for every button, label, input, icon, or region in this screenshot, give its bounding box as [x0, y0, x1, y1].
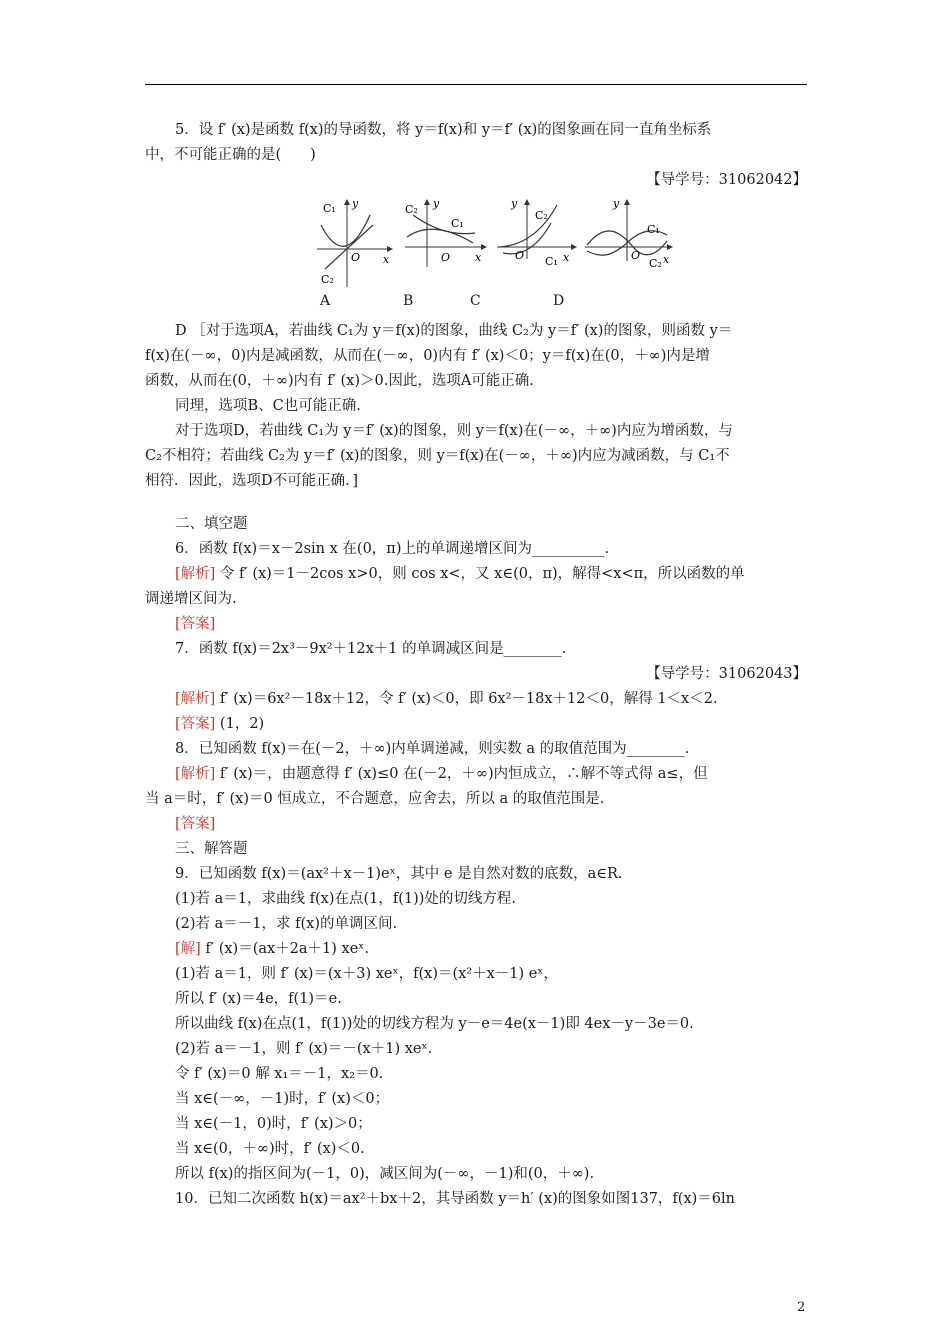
document-body	[145, 118, 807, 1212]
solution-5-line-6: C₂不相符；若曲线 C₂为 y＝f′ (x)的图象，则 y＝f(x)在(－∞，＋∞)内应为减函数，与 C₁不	[145, 448, 730, 464]
solution-5-line-3: 函数，从而在(0，＋∞)内有 f′ (x)＞0.因此，选项A可能正确.	[145, 373, 534, 389]
solution-9-line-1: (1)若 a＝1，则 f′ (x)＝(x＋3) xeˣ，f(x)＝(x²＋x－1) eˣ，	[175, 966, 559, 982]
figure-b-graph	[403, 197, 488, 289]
answer-tag: [答案]	[175, 816, 216, 832]
figure-d-c2: C₂	[649, 257, 662, 270]
solution-5-line-4: 同理，选项B、C也可能正确.	[175, 398, 361, 414]
figure-label-a: A	[320, 293, 331, 309]
figure-a-graph	[315, 197, 395, 289]
solution-9-line-9: 所以 f(x)的指区间为(－1，0)，减区间为(－∞，－1)和(0，＋∞).	[175, 1166, 595, 1182]
figure-label-b: B	[403, 293, 414, 309]
question-9-part-1: (1)若 a＝1，求曲线 f(x)在点(1，f(1))处的切线方程.	[175, 891, 517, 907]
question-9: 9．已知函数 f(x)＝(ax²＋x－1)eˣ，其中 e 是自然对数的底数，a∈R.	[175, 866, 623, 882]
figure-label-c: C	[470, 293, 481, 309]
figure-b-c2: C₂	[405, 203, 418, 216]
figure-d	[583, 197, 675, 289]
solution-9-line-0	[145, 937, 807, 962]
solution-9-line-6: 当 x∈(－∞，－1)时，f′ (x)＜0；	[175, 1091, 390, 1107]
figure-c-origin: O	[515, 249, 525, 262]
analysis-6-line-2: 调递增区间为.	[145, 591, 237, 607]
answer-8	[145, 812, 807, 837]
figure-a	[315, 197, 395, 289]
solution-5-line-5: 对于选项D，若曲线 C₁为 y＝f′ (x)的图象，则 y＝f(x)在(－∞，＋∞)内应为增函数，与	[175, 423, 733, 439]
figure-b-origin: O	[441, 251, 451, 264]
analysis-7	[145, 687, 807, 712]
analysis-7-text: f′ (x)＝6x²－18x＋12，令 f′ (x)＜0，即 6x²－18x＋12＜0，解得 1＜x＜2.	[215, 691, 718, 707]
figure-b-c1: C₁	[451, 217, 464, 230]
answer-6	[145, 612, 807, 637]
figure-options	[145, 197, 807, 319]
figure-c	[495, 197, 577, 289]
figure-b	[403, 197, 488, 289]
header-rule	[145, 84, 807, 85]
solution-5-line-1: D ［对于选项A，若曲线 C₁为 y＝f(x)的图象，曲线 C₂为 y＝f′ (x)的图象，则函数 y＝	[175, 323, 733, 339]
question-10: 10．已知二次函数 h(x)＝ax²＋bx＋2，其导函数 y＝h′ (x)的图象如图137，f(x)＝6ln	[175, 1191, 735, 1207]
solution-9-line-7: 当 x∈(－1，0)时，f′ (x)＞0；	[175, 1116, 372, 1132]
section-fill-in-heading: 二、填空题	[175, 516, 248, 532]
question-9-part-2: (2)若 a＝－1，求 f(x)的单调区间.	[175, 916, 398, 932]
figure-c-y-label: y	[511, 197, 518, 210]
figure-d-origin: O	[631, 249, 641, 262]
page-number: 2	[797, 1300, 806, 1315]
question-5-line-2: 中，不可能正确的是( )	[145, 147, 316, 163]
answer-7	[145, 712, 807, 737]
figure-b-x-label: x	[475, 251, 482, 264]
solution-9-line-4: (2)若 a＝－1，则 f′ (x)＝－(x＋1) xeˣ.	[175, 1041, 433, 1057]
solution-9-line-8: 当 x∈(0，＋∞)时，f′ (x)＜0.	[175, 1141, 365, 1157]
figure-c-c2: C₂	[535, 209, 548, 222]
figure-c-graph	[495, 197, 577, 289]
guide-number-1: 【导学号：31062042】	[646, 172, 807, 188]
solution-tag: [解]	[175, 941, 201, 957]
figure-a-x-label: x	[383, 253, 390, 266]
solution-9-line-5: 令 f′ (x)＝0 解 x₁＝－1，x₂＝0.	[175, 1066, 384, 1082]
question-8: 8．已知函数 f(x)＝在(－2，＋∞)内单调递减，则实数 a 的取值范围为________.	[175, 741, 690, 757]
question-7: 7．函数 f(x)＝2x³－9x²＋12x＋1 的单调减区间是________.	[175, 641, 567, 657]
figure-d-y-label: y	[613, 197, 620, 210]
figure-b-y-label: y	[433, 197, 440, 210]
question-5-line-1: 5．设 f′ (x)是函数 f(x)的导函数，将 y＝f(x)和 y＝f′ (x)的图象画在同一直角坐标系	[175, 122, 712, 138]
figure-label-d: D	[553, 293, 565, 309]
answer-7-text: (1，2)	[215, 716, 265, 732]
answer-tag: [答案]	[175, 716, 216, 732]
figure-d-x-label: x	[663, 253, 670, 266]
figure-a-origin: O	[351, 251, 361, 264]
figure-c-c1: C₁	[545, 255, 558, 268]
analysis-tag: [解析]	[175, 566, 216, 582]
solution-5-line-2: f(x)在(－∞，0)内是减函数，从而在(－∞，0)内有 f′ (x)＜0；y＝f(x)在(0，＋∞)内是增	[145, 348, 710, 364]
figure-c-x-label: x	[563, 251, 570, 264]
section-solve-heading: 三、解答题	[175, 841, 248, 857]
analysis-tag: [解析]	[175, 691, 216, 707]
figure-a-c1: C₁	[323, 202, 336, 215]
analysis-tag: [解析]	[175, 766, 216, 782]
solution-9-line-3: 所以曲线 f(x)在点(1，f(1))处的切线方程为 y－e＝4e(x－1)即 4ex－y－3e＝0.	[175, 1016, 694, 1032]
figure-d-graph	[583, 197, 675, 289]
analysis-6-line-1	[145, 562, 807, 587]
answer-tag: [答案]	[175, 616, 216, 632]
analysis-8-line-1	[145, 762, 807, 787]
analysis-6-text: 令 f′ (x)＝1－2cos x>0，则 cos x<，又 x∈(0，π)，解得<x<π，所以函数的单	[215, 566, 745, 582]
solution-9-line-2: 所以 f′ (x)＝4e，f(1)＝e.	[175, 991, 342, 1007]
solution-9-text: f′ (x)＝(ax＋2a＋1) xeˣ.	[200, 941, 370, 957]
figure-d-c1: C₁	[647, 223, 660, 236]
guide-number-2: 【导学号：31062043】	[646, 666, 807, 682]
analysis-8-line-2: 当 a＝时，f′ (x)＝0 恒成立，不合题意，应舍去，所以 a 的取值范围是.	[145, 791, 605, 807]
figure-a-c2: C₂	[321, 273, 334, 286]
figure-a-y-label: y	[352, 197, 359, 210]
solution-5-line-7: 相符．因此，选项D不可能正确．]	[145, 473, 359, 489]
question-6: 6．函数 f(x)＝x－2sin x 在(0，π)上的单调递增区间为__________.	[175, 541, 610, 557]
analysis-8-text: f′ (x)＝，由题意得 f′ (x)≤0 在(－2，＋∞)内恒成立，∴解不等式得 a≤，但	[215, 766, 708, 782]
